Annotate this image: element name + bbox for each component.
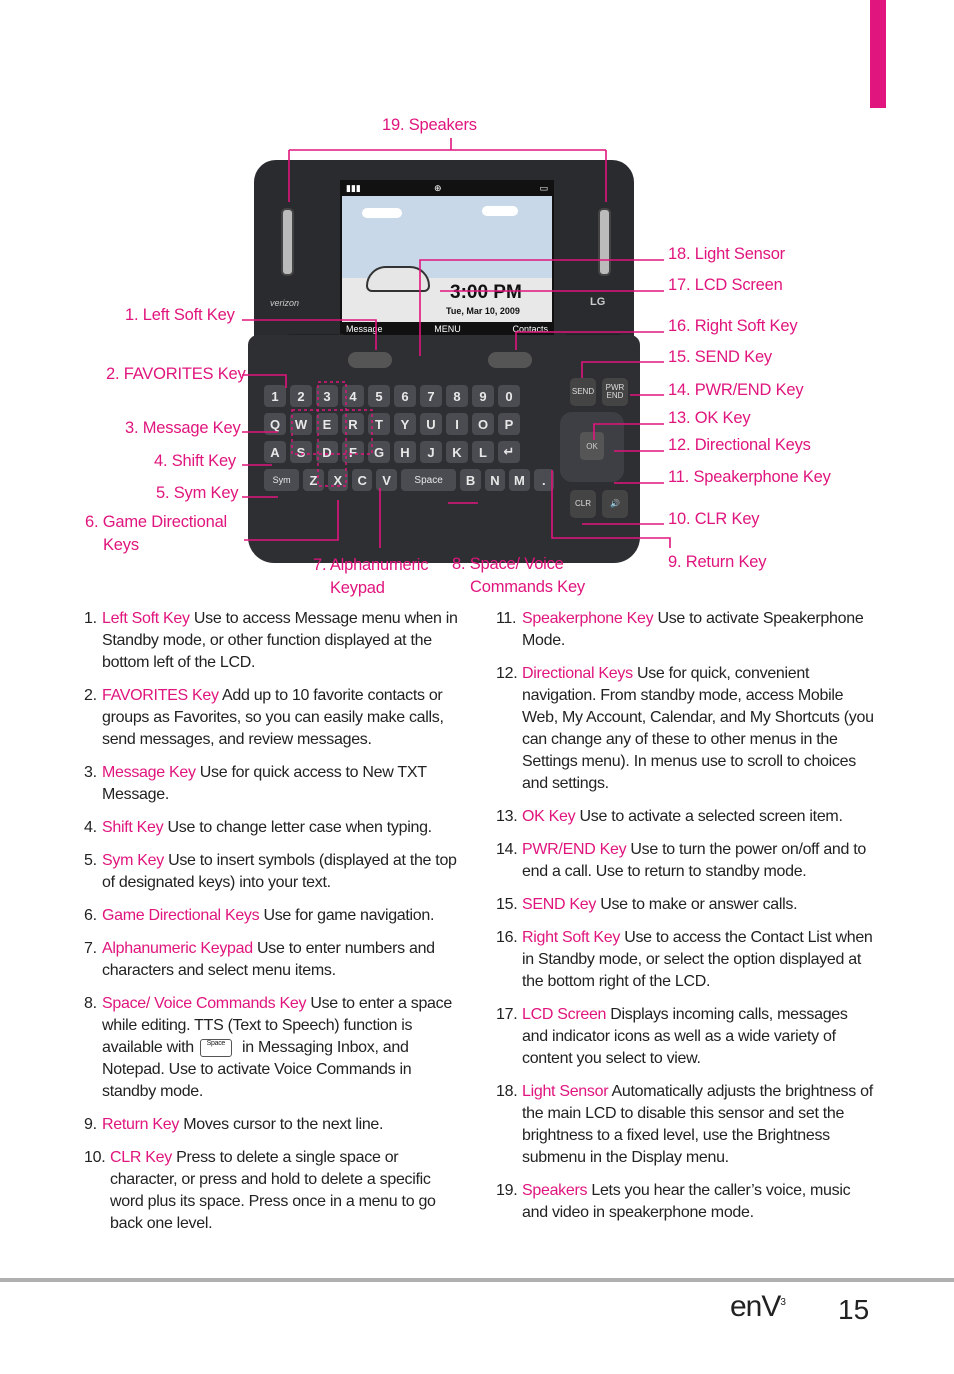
item-term: Light Sensor — [522, 1083, 609, 1100]
keypad-key[interactable]: M — [509, 469, 529, 491]
callout-lcd-screen: 17. LCD Screen — [668, 276, 783, 294]
space-key-icon: Space — [200, 1039, 232, 1057]
keypad-key[interactable]: 9 — [472, 385, 494, 407]
callout-game-directional-keys-line2: Keys — [103, 536, 139, 554]
item-term: Return Key — [102, 1116, 180, 1133]
item-term: Message Key — [102, 764, 196, 781]
item-term: Speakerphone Key — [522, 610, 654, 627]
description-item — [84, 850, 464, 894]
description-item — [496, 1180, 876, 1224]
keypad-key[interactable]: D — [316, 441, 338, 463]
item-term: PWR/END Key — [522, 841, 627, 858]
item-text: Use to activate Speakerphone Mode. — [522, 610, 864, 649]
footer-rule — [0, 1278, 954, 1282]
keypad-key[interactable]: ↵ — [498, 441, 520, 463]
keypad-key[interactable]: Z — [303, 469, 323, 491]
speaker-icon: 🔊 — [610, 499, 620, 508]
callout-message-key: 3. Message Key — [125, 419, 241, 437]
item-number: 17. — [496, 1006, 518, 1023]
keypad-key[interactable]: R — [342, 413, 364, 435]
keypad-key[interactable]: X — [328, 469, 348, 491]
game-keys-highlight — [318, 382, 346, 486]
item-text: Use to change letter case when typing. — [163, 819, 432, 836]
leader-game-directional — [244, 500, 338, 540]
keypad-key[interactable]: J — [420, 441, 442, 463]
keypad-key[interactable]: 6 — [394, 385, 416, 407]
leader-left-soft-key — [242, 320, 376, 350]
item-text: in Messaging Inbox, and Notepad. Use to activate Voice Commands in standby mode. — [102, 1039, 412, 1100]
item-number: 1. — [84, 610, 97, 627]
carrier-logo: verizon — [270, 298, 300, 308]
keypad-key[interactable]: F — [342, 441, 364, 463]
description-item — [496, 1081, 876, 1169]
item-text: Use for game navigation. — [259, 907, 435, 924]
callout-left-soft-key: 1. Left Soft Key — [125, 306, 235, 324]
description-item — [84, 938, 464, 982]
footer-logo-sup: 3 — [780, 1297, 785, 1308]
softkey-center-label: MENU — [434, 324, 461, 334]
item-text: Lets you hear the caller’s voice, music and video in speakerphone mode. — [522, 1182, 851, 1221]
keypad-key[interactable]: N — [485, 469, 505, 491]
item-number: 19. — [496, 1182, 518, 1199]
item-number: 5. — [84, 852, 97, 869]
item-term: FAVORITES Key — [102, 687, 219, 704]
callout-game-directional-keys: 6. Game Directional — [85, 513, 228, 531]
item-number: 18. — [496, 1083, 518, 1100]
description-item — [496, 806, 876, 828]
item-term: Sym Key — [102, 852, 164, 869]
keypad-key[interactable]: Space — [401, 469, 457, 491]
description-item — [84, 1114, 464, 1136]
description-item — [496, 894, 876, 916]
keypad-key[interactable]: 4 — [342, 385, 364, 407]
item-number: 9. — [84, 1116, 97, 1133]
callout-speakers: 19. Speakers — [382, 116, 477, 134]
description-item — [84, 1147, 464, 1235]
description-item — [84, 993, 464, 1103]
description-item — [84, 685, 464, 751]
keypad-key[interactable]: 1 — [264, 385, 286, 407]
keypad-key[interactable]: O — [472, 413, 494, 435]
keypad-key[interactable]: Y — [394, 413, 416, 435]
keypad-key[interactable]: G — [368, 441, 390, 463]
item-term: OK Key — [522, 808, 576, 825]
screen-clock: 3:00 PM — [450, 282, 522, 303]
keypad-key[interactable]: I — [446, 413, 468, 435]
item-term: Speakers — [522, 1182, 588, 1199]
screen-date: Tue, Mar 10, 2009 — [446, 306, 520, 316]
item-number: 7. — [84, 940, 97, 957]
keypad-key[interactable]: C — [352, 469, 372, 491]
item-term: Alphanumeric Keypad — [102, 940, 253, 957]
item-term: Game Directional Keys — [102, 907, 260, 924]
keypad-key[interactable]: 0 — [498, 385, 520, 407]
keypad-key[interactable]: 5 — [368, 385, 390, 407]
leader-right-soft-key — [516, 332, 664, 350]
item-term: Left Soft Key — [102, 610, 190, 627]
item-number: 15. — [496, 896, 518, 913]
description-item — [84, 905, 464, 927]
item-number: 16. — [496, 929, 518, 946]
keypad-key[interactable]: A — [264, 441, 286, 463]
description-item — [496, 608, 876, 652]
send-key[interactable]: SEND — [570, 378, 596, 406]
item-text: Use for quick, convenient navigation. From standby mode, access Mobile Web, My Account, Calendar, and My Shortcuts (you can change any of these to other menus in the Settings menu). In menus use to scroll to choices and settings. — [522, 665, 874, 792]
keypad-key[interactable]: V — [376, 469, 396, 491]
callout-pwr-end-key: 14. PWR/END Key — [668, 381, 804, 399]
descriptions-right-column — [496, 608, 876, 1235]
callout-clr-key: 10. CLR Key — [668, 510, 760, 528]
softkey-left-label: Message — [346, 324, 383, 334]
keypad-key[interactable]: . — [534, 469, 554, 491]
item-text: Use to insert symbols (displayed at the top of designated keys) into your text. — [102, 852, 457, 891]
clr-key[interactable]: CLR — [570, 490, 596, 518]
item-term: SEND Key — [522, 896, 597, 913]
keypad-key[interactable]: W — [290, 413, 312, 435]
keypad-key[interactable]: B — [460, 469, 480, 491]
item-term: Shift Key — [102, 819, 164, 836]
item-number: 3. — [84, 764, 97, 781]
callout-space-voice-key-line2: Commands Key — [470, 578, 585, 596]
description-item — [496, 927, 876, 993]
location-icon: ⊕ — [434, 183, 442, 193]
keypad-key[interactable]: 8 — [446, 385, 468, 407]
keypad-key[interactable]: T — [368, 413, 390, 435]
callout-alphanumeric-keypad-line2: Keypad — [330, 579, 385, 597]
keypad-key[interactable]: L — [472, 441, 494, 463]
item-number: 13. — [496, 808, 518, 825]
item-number: 11. — [496, 610, 517, 627]
callout-light-sensor: 18. Light Sensor — [668, 245, 785, 263]
keypad-key[interactable]: E — [316, 413, 338, 435]
keypad-key[interactable]: Q — [264, 413, 286, 435]
leader-ok-key — [594, 424, 664, 440]
page-number: 15 — [838, 1294, 870, 1325]
keypad-key[interactable]: H — [394, 441, 416, 463]
description-item — [84, 817, 464, 839]
item-text: Use for quick access to New TXT Message. — [102, 764, 427, 803]
keypad-key[interactable]: 7 — [420, 385, 442, 407]
description-item — [84, 608, 464, 674]
keypad-key[interactable]: U — [420, 413, 442, 435]
signal-icon: ▮▮▮ — [346, 183, 361, 193]
item-term: LCD Screen — [522, 1006, 607, 1023]
description-item — [496, 839, 876, 883]
softkey-right-label: Contacts — [512, 324, 548, 334]
callout-send-key: 15. SEND Key — [668, 348, 772, 366]
leader-favorites-key — [242, 375, 286, 388]
callout-alphanumeric-keypad: 7. Alphanumeric — [313, 556, 429, 574]
item-text: Use to make or answer calls. — [596, 896, 798, 913]
item-term: CLR Key — [110, 1149, 172, 1166]
pwr-end-key[interactable]: PWR END — [602, 378, 628, 406]
item-text: Add up to 10 favorite contacts or groups as Favorites, so you can easily make calls, send messages, and review messages. — [102, 687, 444, 748]
item-term: Space/ Voice Commands Key — [102, 995, 307, 1012]
callout-favorites-key: 2. FAVORITES Key — [106, 365, 246, 383]
item-text: Use to turn the power on/off and to end a call. Use to return to standby mode. — [522, 841, 867, 880]
item-number: 2. — [84, 687, 97, 704]
description-item — [84, 762, 464, 806]
description-item — [496, 663, 876, 795]
battery-icon: ▭ — [539, 183, 548, 193]
callout-right-soft-key: 16. Right Soft Key — [668, 317, 798, 335]
item-text: Automatically adjusts the brightness of the main LCD to disable this sensor and set the brightness to a fixed level, use the Brightness submenu in the Display menu. — [522, 1083, 873, 1166]
callout-return-key: 9. Return Key — [668, 553, 767, 571]
descriptions-left-column — [84, 608, 464, 1246]
callout-shift-key: 4. Shift Key — [154, 452, 236, 470]
item-number: 10. — [84, 1149, 106, 1166]
keypad-key[interactable]: 3 — [316, 385, 338, 407]
callout-space-voice-key: 8. Space/ Voice — [452, 555, 564, 573]
item-number: 14. — [496, 841, 518, 858]
item-text: Press to delete a single space or character, or press and hold to delete a specific word plus its space. Press once in a menu to go back one level. — [110, 1149, 436, 1232]
leader-light-sensor — [420, 260, 664, 356]
footer-product-logo — [730, 1290, 785, 1324]
item-text: Use to enter numbers and characters and select menu items. — [102, 940, 435, 979]
footer-logo-text: enV — [730, 1290, 781, 1323]
keypad-key[interactable]: Sym — [264, 469, 299, 491]
description-item — [496, 1004, 876, 1070]
item-text: Displays incoming calls, messages and indicator icons as well as a wide variety of content you select to view. — [522, 1006, 848, 1067]
item-number: 8. — [84, 995, 97, 1012]
item-number: 4. — [84, 819, 97, 836]
item-number: 6. — [84, 907, 97, 924]
callout-directional-keys: 12. Directional Keys — [668, 436, 811, 454]
ok-key[interactable]: OK — [580, 432, 604, 460]
leader-return-key — [552, 470, 670, 548]
callout-ok-key: 13. OK Key — [668, 409, 751, 427]
item-term: Right Soft Key — [522, 929, 621, 946]
keypad-key[interactable]: 2 — [290, 385, 312, 407]
callout-sym-key: 5. Sym Key — [156, 484, 239, 502]
callout-speakerphone-key: 11. Speakerphone Key — [668, 468, 831, 486]
item-text: Use to access the Contact List when in Standby mode, or select the option displayed at the bottom right of the LCD. — [522, 929, 873, 990]
item-text: Use to enter a space while editing. TTS (Text to Speech) function is available with — [102, 995, 452, 1056]
item-text: Use to activate a selected screen item. — [575, 808, 843, 825]
keypad-key[interactable]: K — [446, 441, 468, 463]
keypad-key[interactable]: P — [498, 413, 520, 435]
leader-send-key — [582, 362, 664, 378]
leader-speakers — [289, 138, 606, 202]
item-text: Moves cursor to the next line. — [179, 1116, 384, 1133]
item-number: 12. — [496, 665, 518, 682]
keypad-key[interactable]: S — [290, 441, 312, 463]
item-term: Directional Keys — [522, 665, 633, 682]
item-text: Use to access Message menu when in Standby mode, or other function displayed at the bottom left of the LCD. — [102, 610, 458, 671]
game-keys-highlight — [292, 410, 372, 454]
manufacturer-logo: LG — [590, 296, 606, 308]
